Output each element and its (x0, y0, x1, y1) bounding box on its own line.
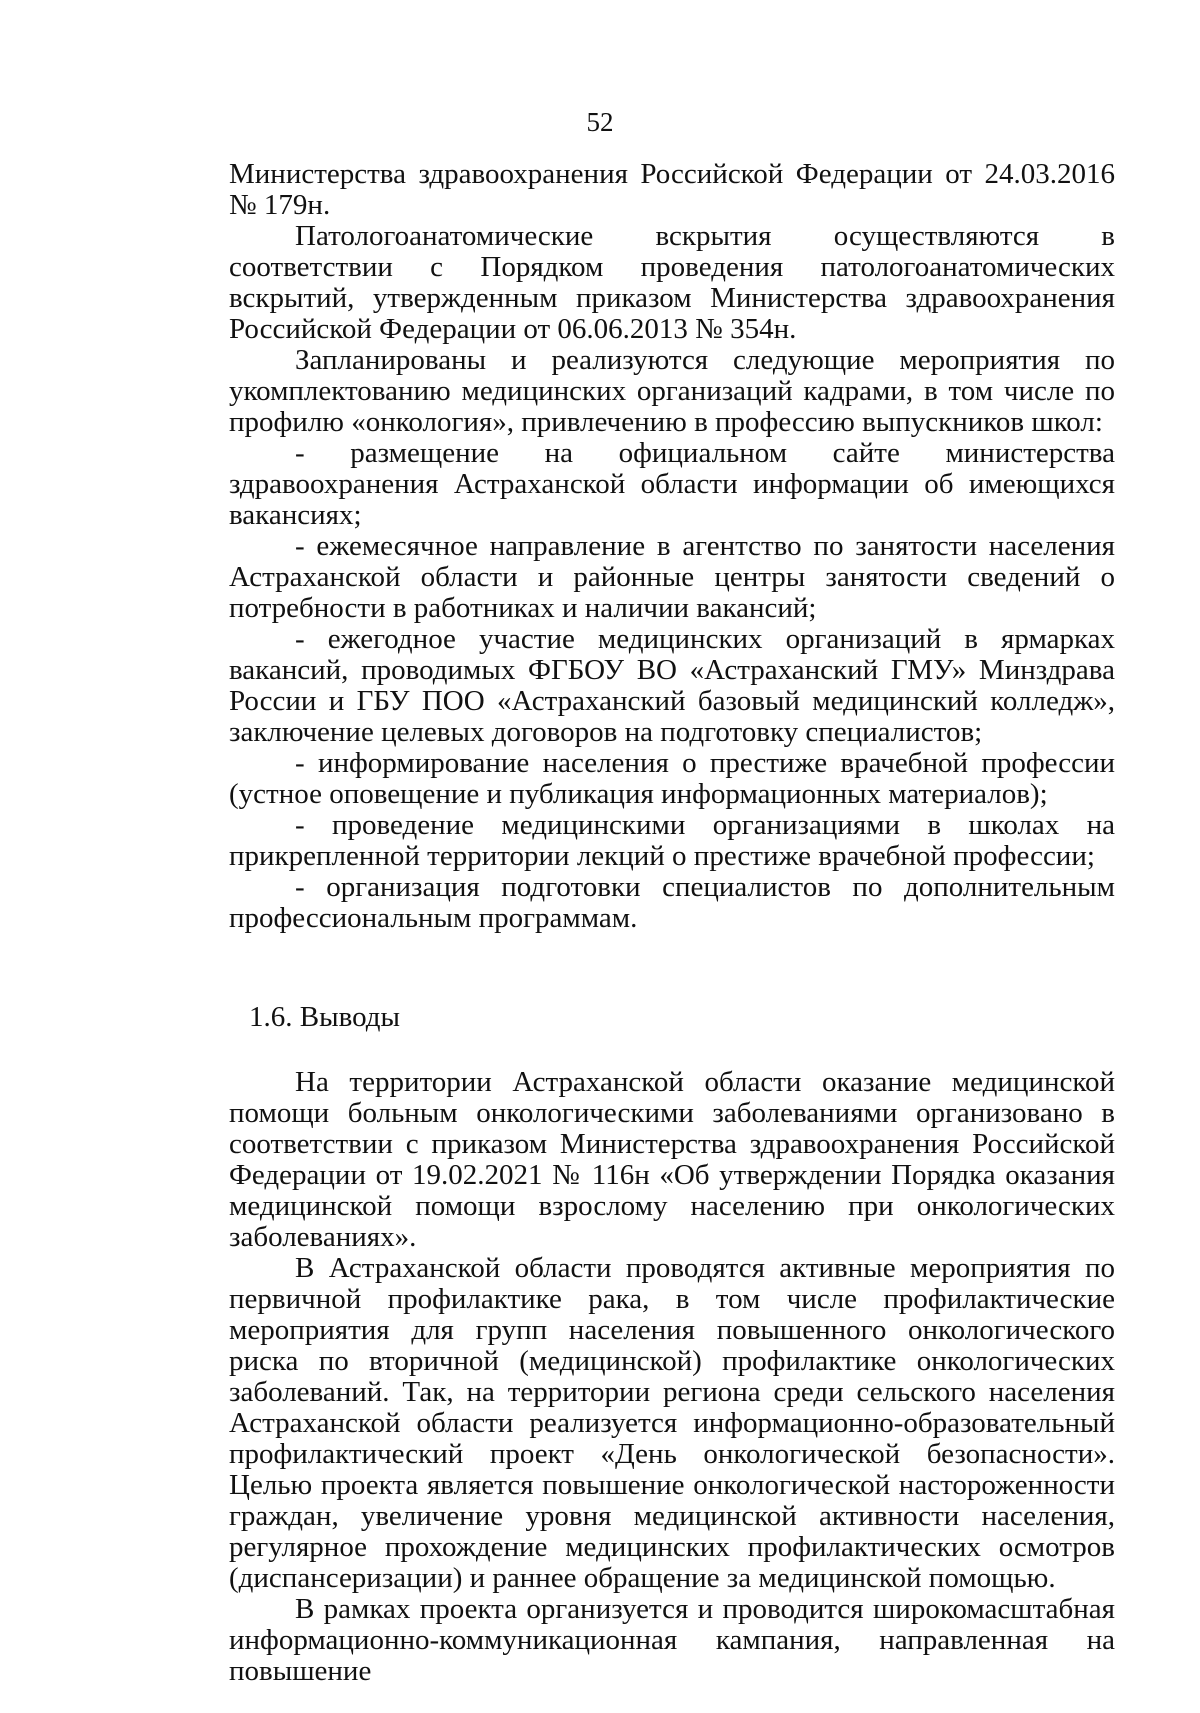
page-number: 52 (586, 107, 614, 137)
paragraph-conclusions-intro: На территории Астраханской области оказание медицинской помощи больным онкологическими заболеваниями организовано в соответствии с приказом Министерства здравоохранения Российской Федерации от 19.02.2021 № 116н «Об утверждении Порядка оказания медицинской помощи взрослому населению при онкологических заболеваниях». (229, 1066, 1115, 1253)
paragraph-staffing-measures: Запланированы и реализуются следующие мероприятия по укомплектованию медицинских организаций кадрами, в том числе по профилю «онкология», привлечению в профессию выпускников школ: (229, 344, 1115, 438)
paragraph-autopsy: Патологоанатомические вскрытия осуществляются в соответствии с Порядком проведения патологоанатомических вскрытий, утвержденным приказом Министерства здравоохранения Российской Федерации от 06.06.2013 № 354н. (229, 220, 1115, 345)
list-item: - ежегодное участие медицинских организаций в ярмарках вакансий, проводимых ФГБОУ ВО «Астраханский ГМУ» Минздрава России и ГБУ ПОО «Астраханский базовый медицинский колледж», заключение целевых договоров на подготовку специалистов; (229, 623, 1115, 748)
list-item: - проведение медицинскими организациями в школах на прикрепленной территории лекций о престиже врачебной профессии; (229, 809, 1115, 872)
list-item: - ежемесячное направление в агентство по занятости населения Астраханской области и районные центры занятости сведений о потребности в работниках и наличии вакансий; (229, 530, 1115, 624)
list-item: - информирование населения о престиже врачебной профессии (устное оповещение и публикация информационных материалов); (229, 747, 1115, 810)
paragraph-campaign: В рамках проекта организуется и проводится широкомасштабная информационно-коммуникационная кампания, направленная на повышение (229, 1593, 1115, 1687)
list-item: - организация подготовки специалистов по дополнительным профессиональным программам. (229, 871, 1115, 934)
paragraph-order-reference: Министерства здравоохранения Российской Федерации от 24.03.2016 № 179н. (229, 158, 1115, 221)
section-heading: 1.6. Выводы (249, 1001, 400, 1033)
list-item: - размещение на официальном сайте министерства здравоохранения Астраханской области информации об имеющихся вакансиях; (229, 437, 1115, 531)
paragraph-prevention: В Астраханской области проводятся активные мероприятия по первичной профилактике рака, в том числе профилактические мероприятия для групп населения повышенного онкологического риска по вторичной (медицинской) профилактике онкологических заболеваний. Так, на территории региона среди сельского населения Астраханской области реализуется информационно-образовательный профилактический проект «День онкологической безопасности». Целью проекта является повышение онкологической настороженности граждан, увеличение уровня медицинской активности населения, регулярное прохождение медицинских профилактических осмотров (диспансеризации) и раннее обращение за медицинской помощью. (229, 1252, 1115, 1594)
document-body (229, 159, 1115, 1687)
